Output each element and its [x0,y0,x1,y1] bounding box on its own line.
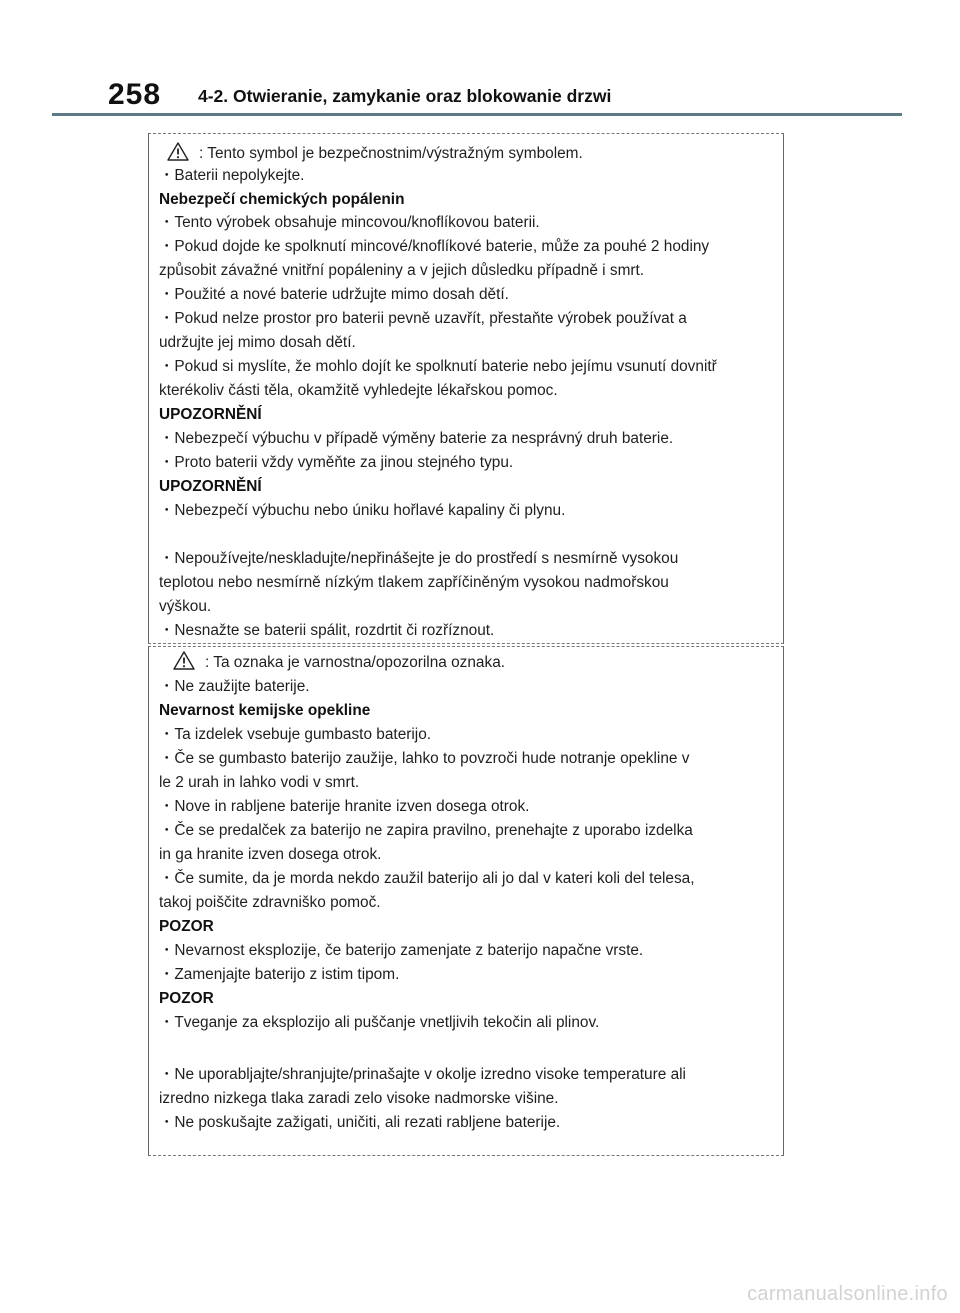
section-heading: POZOR [159,990,214,1007]
text-line: ・Nebezpečí výbuchu v případě výměny baterie za nesprávný druh baterie. [159,430,674,447]
text-line: kterékoliv části těla, okamžitě vyhledejte lékařskou pomoc. [159,382,558,399]
section-heading: Nebezpečí chemických popálenin [159,191,405,208]
text-line: ・Pokud dojde ke spolknutí mincové/knoflíkové baterie, může za pouhé 2 hodiny [159,238,710,255]
text-line: ・Nevarnost eksplozije, če baterijo zamenjate z baterijo napačne vrste. [159,942,644,959]
warning-triangle-icon [173,651,195,676]
text-line: takoj poiščite zdravniško pomoč. [159,894,381,911]
section-heading: POZOR [159,918,214,935]
text-line: ・Ta izdelek vsebuje gumbasto baterijo. [159,726,432,743]
warning-box-czech [148,133,784,644]
text-line: ・Zamenjajte baterijo z istim tipom. [159,966,400,983]
text-line: teplotou nebo nesmírně nízkým tlakem zapříčiněným vysokou nadmořskou [159,574,669,591]
text-line: ・Ne zaužijte baterije. [159,678,310,695]
text-line: in ga hranite izven dosega otrok. [159,846,382,863]
section-heading: Nevarnost kemijske opekline [159,702,371,719]
page-number: 258 [108,78,162,111]
symbol-note-text: : Tento symbol je bezpečnostnim/výstražným symbolem. [199,145,583,162]
text-line: způsobit závažné vnitřní popáleniny a v jejich důsledku případně i smrt. [159,262,645,279]
chapter-title: 4-2. Otwieranie, zamykanie oraz blokowanie drzwi [198,86,612,106]
text-line: udržujte jej mimo dosah dětí. [159,334,356,351]
text-line: ・Če sumite, da je morda nekdo zaužil baterijo ali jo dal v kateri koli del telesa, [159,870,695,887]
text-line: výškou. [159,598,212,615]
header-divider [52,113,902,116]
warning-box-slovenian [148,646,784,1156]
text-line: ・Použité a nové baterie udržujte mimo dosah dětí. [159,286,509,303]
section-heading: UPOZORNĚNÍ [159,406,262,423]
text-line: ・Baterii nepolykejte. [159,167,305,184]
text-line: ・Pokud si myslíte, že mohlo dojít ke spolknutí baterie nebo jejímu vsunutí dovnitř [159,358,717,375]
symbol-note-row [165,142,583,167]
text-line: le 2 urah in lahko vodi v smrt. [159,774,360,791]
text-line: izredno nizkega tlaka zaradi zelo visoke nadmorske višine. [159,1090,559,1107]
watermark: carmanualsonline.info [747,1283,948,1305]
text-line: ・Ne poskušajte zažigati, uničiti, ali rezati rabljene baterije. [159,1114,561,1131]
text-line: ・Nesnažte se baterii spálit, rozdrtit či rozříznout. [159,622,495,639]
text-line: ・Če se predalček za baterijo ne zapira pravilno, prenehajte z uporabo izdelka [159,822,693,839]
text-line: ・Nebezpečí výbuchu nebo úniku hořlavé kapaliny či plynu. [159,502,566,519]
page-header [0,0,960,120]
text-line: ・Nepoužívejte/neskladujte/nepřinášejte je do prostředí s nesmírně vysokou [159,550,679,567]
text-line: ・Pokud nelze prostor pro baterii pevně uzavřít, přestaňte výrobek používat a [159,310,687,327]
text-line: ・Nove in rabljene baterije hranite izven dosega otrok. [159,798,530,815]
symbol-note-row [171,651,505,676]
warning-triangle-icon [167,142,189,167]
text-line: ・Proto baterii vždy vyměňte za jinou stejného typu. [159,454,514,471]
text-line: ・Ne uporabljajte/shranjujte/prinašajte v okolje izredno visoke temperature ali [159,1066,686,1083]
section-heading: UPOZORNĚNÍ [159,478,262,495]
text-line: ・Če se gumbasto baterijo zaužije, lahko to povzroči hude notranje opekline v [159,750,690,767]
symbol-note-text: : Ta oznaka je varnostna/opozorilna oznaka. [205,654,506,671]
text-line: ・Tento výrobek obsahuje mincovou/knoflíkovou baterii. [159,214,540,231]
text-line: ・Tveganje za eksplozijo ali puščanje vnetljivih tekočin ali plinov. [159,1014,600,1031]
